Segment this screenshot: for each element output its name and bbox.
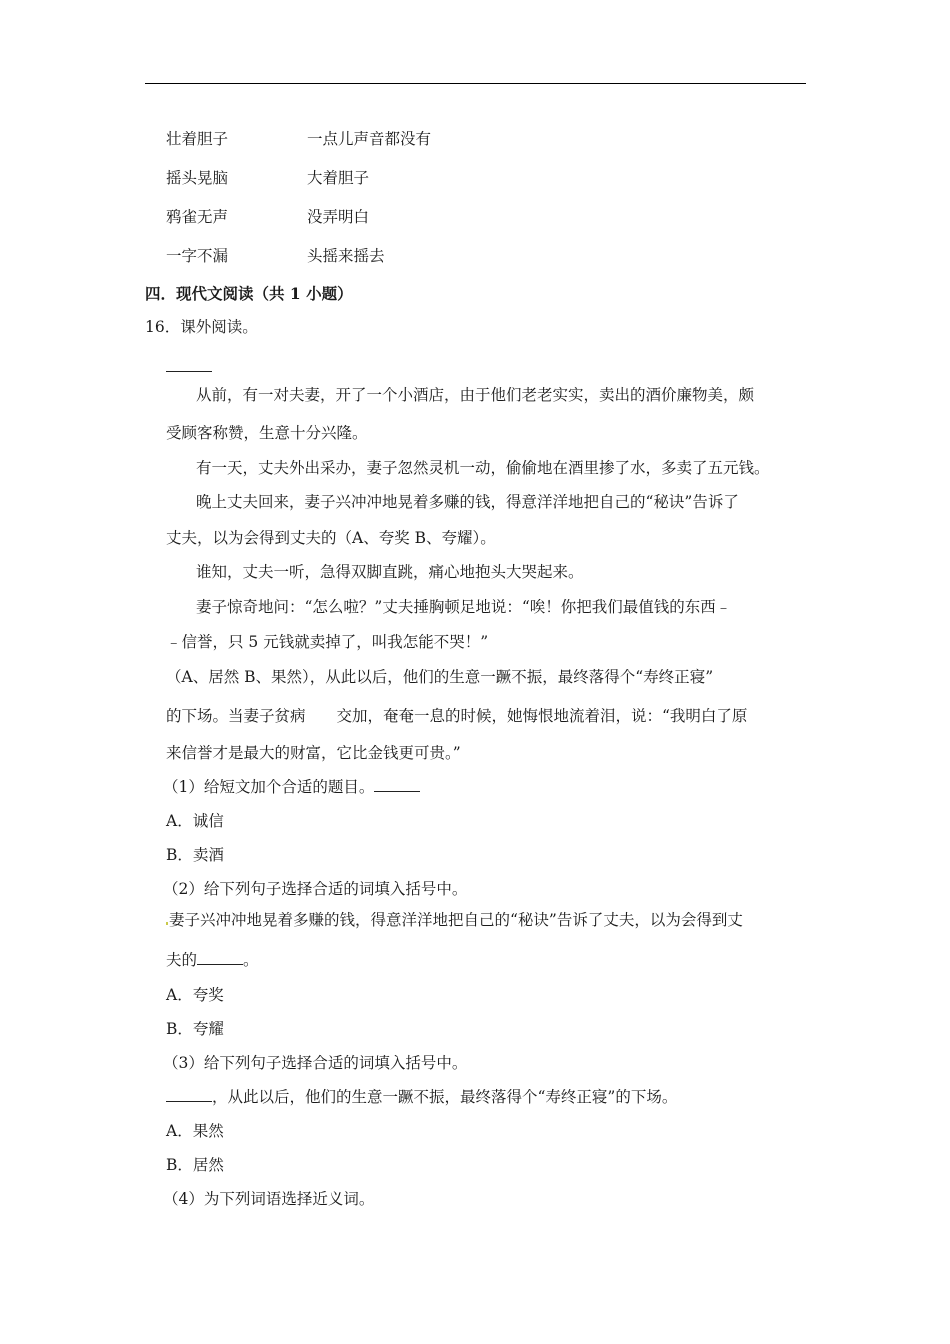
sub2-sentence-line1: 妻子兴冲冲地晃着多赚的钱，得意洋洋地把自己的“秘诀”告诉了丈夫，以为会得到丈 bbox=[169, 911, 743, 929]
match-left-3: 鸦雀无声 bbox=[166, 208, 229, 226]
sub3-answer-blank[interactable] bbox=[166, 1087, 212, 1102]
passage-p4: 谁知，丈夫一听，急得双脚直跳，痛心地抱头大哭起来。 bbox=[196, 563, 584, 581]
sub2-sentence-post: 。 bbox=[243, 951, 259, 969]
sub3-option-b[interactable]: B．居然 bbox=[166, 1156, 224, 1174]
sub2-option-a[interactable]: A．夸奖 bbox=[166, 986, 224, 1004]
passage-p5-line1: 妻子惊奇地问：“怎么啦？”丈夫捶胸顿足地说：“唉！你把我们最值钱的东西﹣ bbox=[196, 598, 732, 616]
sub1-prompt: （1）给短文加个合适的题目。 bbox=[163, 778, 375, 796]
passage-p6-line1: （A、居然 B、果然），从此以后，他们的生意一蹶不振，最终落得个“寿终正寝” bbox=[166, 668, 714, 686]
match-right-2: 大着胆子 bbox=[307, 169, 370, 187]
sub1-option-b[interactable]: B．卖酒 bbox=[166, 846, 224, 864]
sub2-sentence-pre: 夫的 bbox=[166, 951, 198, 969]
match-left-1: 壮着胆子 bbox=[166, 130, 229, 148]
passage-p1-line1: 从前，有一对夫妻，开了一个小酒店，由于他们老老实实，卖出的酒价廉物美，颇 bbox=[196, 386, 755, 404]
sub2-sentence-line1-row bbox=[166, 909, 743, 931]
sub3-option-a[interactable]: A．果然 bbox=[166, 1122, 224, 1140]
section-heading: 四．现代文阅读（共 1 小题） bbox=[145, 284, 353, 303]
sub2-option-b[interactable]: B．夸耀 bbox=[166, 1020, 224, 1038]
passage-title-blank[interactable] bbox=[166, 371, 212, 372]
passage-p6-line3: 来信誉才是最大的财富，它比金钱更可贵。” bbox=[166, 744, 461, 762]
sub3-sentence-row bbox=[166, 1086, 677, 1108]
match-left-2: 摇头晃脑 bbox=[166, 169, 229, 187]
passage-p3-line1: 晚上丈夫回来，妻子兴冲冲地晃着多赚的钱，得意洋洋地把自己的“秘诀”告诉了 bbox=[196, 493, 739, 511]
sub3-sentence: ，从此以后，他们的生意一蹶不振，最终落得个“寿终正寝”的下场。 bbox=[212, 1088, 678, 1106]
match-right-1: 一点儿声音都没有 bbox=[307, 130, 432, 148]
passage-p2: 有一天，丈夫外出采办，妻子忽然灵机一动，偷偷地在酒里掺了水，多卖了五元钱。 bbox=[196, 459, 770, 477]
sub2-sentence-line2-row bbox=[166, 949, 259, 971]
header-rule bbox=[145, 83, 806, 84]
match-left-4: 一字不漏 bbox=[166, 247, 229, 265]
sub2-prompt: （2）给下列句子选择合适的词填入括号中。 bbox=[163, 880, 468, 898]
passage-p6-line2: 的下场。当妻子贫病 交加，奄奄一息的时候，她悔恨地流着泪，说：“我明白了原 bbox=[166, 707, 748, 725]
sub4-prompt: （4）为下列词语选择近义词。 bbox=[163, 1190, 375, 1208]
question-title: 16．课外阅读。 bbox=[145, 318, 258, 336]
match-right-4: 头摇来摇去 bbox=[307, 247, 385, 265]
sub1-prompt-row bbox=[163, 776, 420, 798]
passage-p3-line2: 丈夫，以为会得到丈夫的（A、夸奖 B、夸耀）。 bbox=[166, 529, 496, 547]
sub1-answer-blank[interactable] bbox=[374, 777, 420, 792]
margin-mark bbox=[166, 922, 168, 925]
passage-p1-line2: 受顾客称赞，生意十分兴隆。 bbox=[166, 424, 368, 442]
passage-p5-line2: ﹣信誉，只 5 元钱就卖掉了，叫我怎能不哭！” bbox=[166, 633, 489, 651]
sub2-answer-blank[interactable] bbox=[197, 950, 243, 965]
sub3-prompt: （3）给下列句子选择合适的词填入括号中。 bbox=[163, 1054, 468, 1072]
match-right-3: 没弄明白 bbox=[307, 208, 370, 226]
sub1-option-a[interactable]: A．诚信 bbox=[166, 812, 224, 830]
